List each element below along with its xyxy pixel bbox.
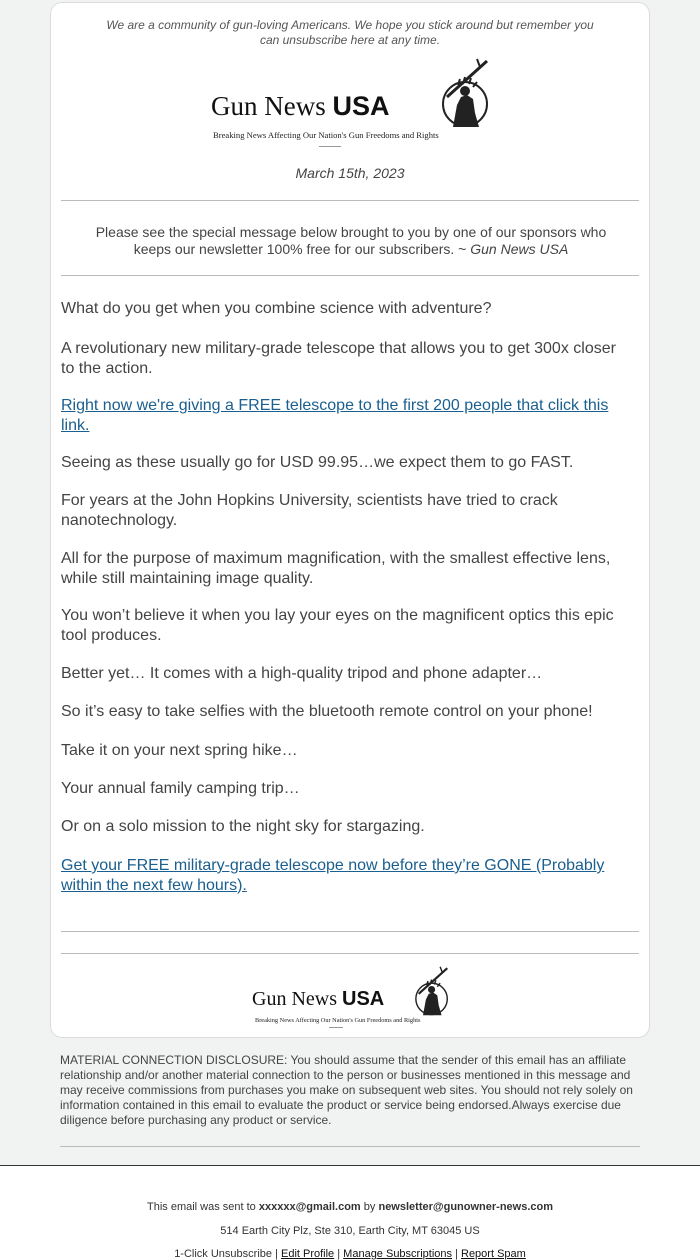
divider	[61, 200, 639, 201]
body-paragraph: All for the purpose of maximum magnification, with the smallest effective lens, while still maintaining image quality.	[61, 550, 611, 587]
logo-wordmark: Gun News USA	[211, 91, 390, 121]
body-paragraph: Or on a solo mission to the night sky for stargazing.	[61, 818, 425, 835]
get-telescope-link[interactable]: Get your FREE military-grade telescope now before they’re GONE (Probably within the next few hours).	[61, 857, 605, 894]
divider	[61, 953, 639, 954]
logo-underline	[319, 146, 341, 147]
logo-tagline: Breaking News Affecting Our Nation's Gun Freedoms and Rights	[255, 1017, 421, 1024]
recipient-email: xxxxxx@gmail.com	[258, 1201, 361, 1213]
body-paragraph: So it’s easy to take selfies with the bluetooth remote control on your phone!	[61, 703, 593, 720]
body-paragraph: You won’t believe it when you lay your eyes on the magnificent optics this epic tool produces.	[61, 607, 614, 644]
report-spam-link[interactable]: Report Spam	[461, 1248, 526, 1260]
issue-date: March 15th, 2023	[295, 165, 405, 181]
body-paragraph: Better yet… It comes with a high-quality tripod and phone adapter…	[61, 665, 543, 682]
material-connection-disclosure: MATERIAL CONNECTION DISCLOSURE: You should assume that the sender of this email has an affiliate relationship and/or another material connection to the person or businesses mentioned in this message and may receive commissions from purchases you make on subsequent web sites. You should not rely solely on information contained in this email to evaluate the product or service being endorsed.Always exercise due diligence before purchasing any product or service.	[60, 1053, 633, 1127]
logo-wordmark: Gun News USA	[252, 988, 385, 1010]
sent-to-line: This email was sent to xxxxxx@gmail.com by newsletter@gunowner-news.com	[146, 1201, 554, 1213]
body-paragraph: Take it on your next spring hike…	[61, 742, 298, 759]
divider	[61, 931, 639, 932]
body-paragraph: Your annual family camping trip…	[61, 780, 300, 797]
free-telescope-link[interactable]: Right now we're giving a FREE telescope to the first 200 people that click this link.	[61, 397, 609, 434]
body-paragraph: A revolutionary new military-grade telescope that allows you to get 300x closer to the action.	[61, 340, 616, 377]
manage-subscriptions-link[interactable]: Manage Subscriptions	[343, 1248, 453, 1260]
divider	[61, 275, 639, 276]
body-paragraph: Seeing as these usually go for USD 99.95…we expect them to go FAST.	[61, 454, 574, 471]
mailing-address: 514 Earth City Plz, Ste 310, Earth City, MT 63045 US	[220, 1225, 480, 1237]
footer-links: 1-Click Unsubscribe | Edit Profile | Manage Subscriptions | Report Spam	[174, 1248, 526, 1260]
divider	[60, 1146, 640, 1147]
unsubscribe-notice: We are a community of gun-loving Americans. We hope you stick around but remember you can unsubscribe here at any time.	[106, 18, 594, 47]
statue-of-liberty-rifle-icon	[403, 965, 453, 1017]
logo-underline	[329, 1027, 343, 1028]
statue-of-liberty-rifle-icon	[425, 57, 495, 129]
email-card	[50, 2, 650, 1038]
logo-tagline: Breaking News Affecting Our Nation's Gun Freedoms and Rights	[213, 130, 439, 140]
email-footer	[0, 1165, 700, 1260]
unsubscribe-link[interactable]: 1-Click Unsubscribe	[174, 1248, 272, 1260]
sponsor-message: Please see the special message below brought to you by one of our sponsors who keeps our newsletter 100% free for our subscribers. ~ Gun News USA	[95, 224, 607, 257]
edit-profile-link[interactable]: Edit Profile	[280, 1248, 335, 1260]
body-paragraph: What do you get when you combine science with adventure?	[61, 300, 492, 317]
sender-email: newsletter@gunowner-news.com	[378, 1201, 554, 1213]
body-paragraph: For years at the John Hopkins University, scientists have tried to crack nanotechnology.	[61, 492, 558, 529]
